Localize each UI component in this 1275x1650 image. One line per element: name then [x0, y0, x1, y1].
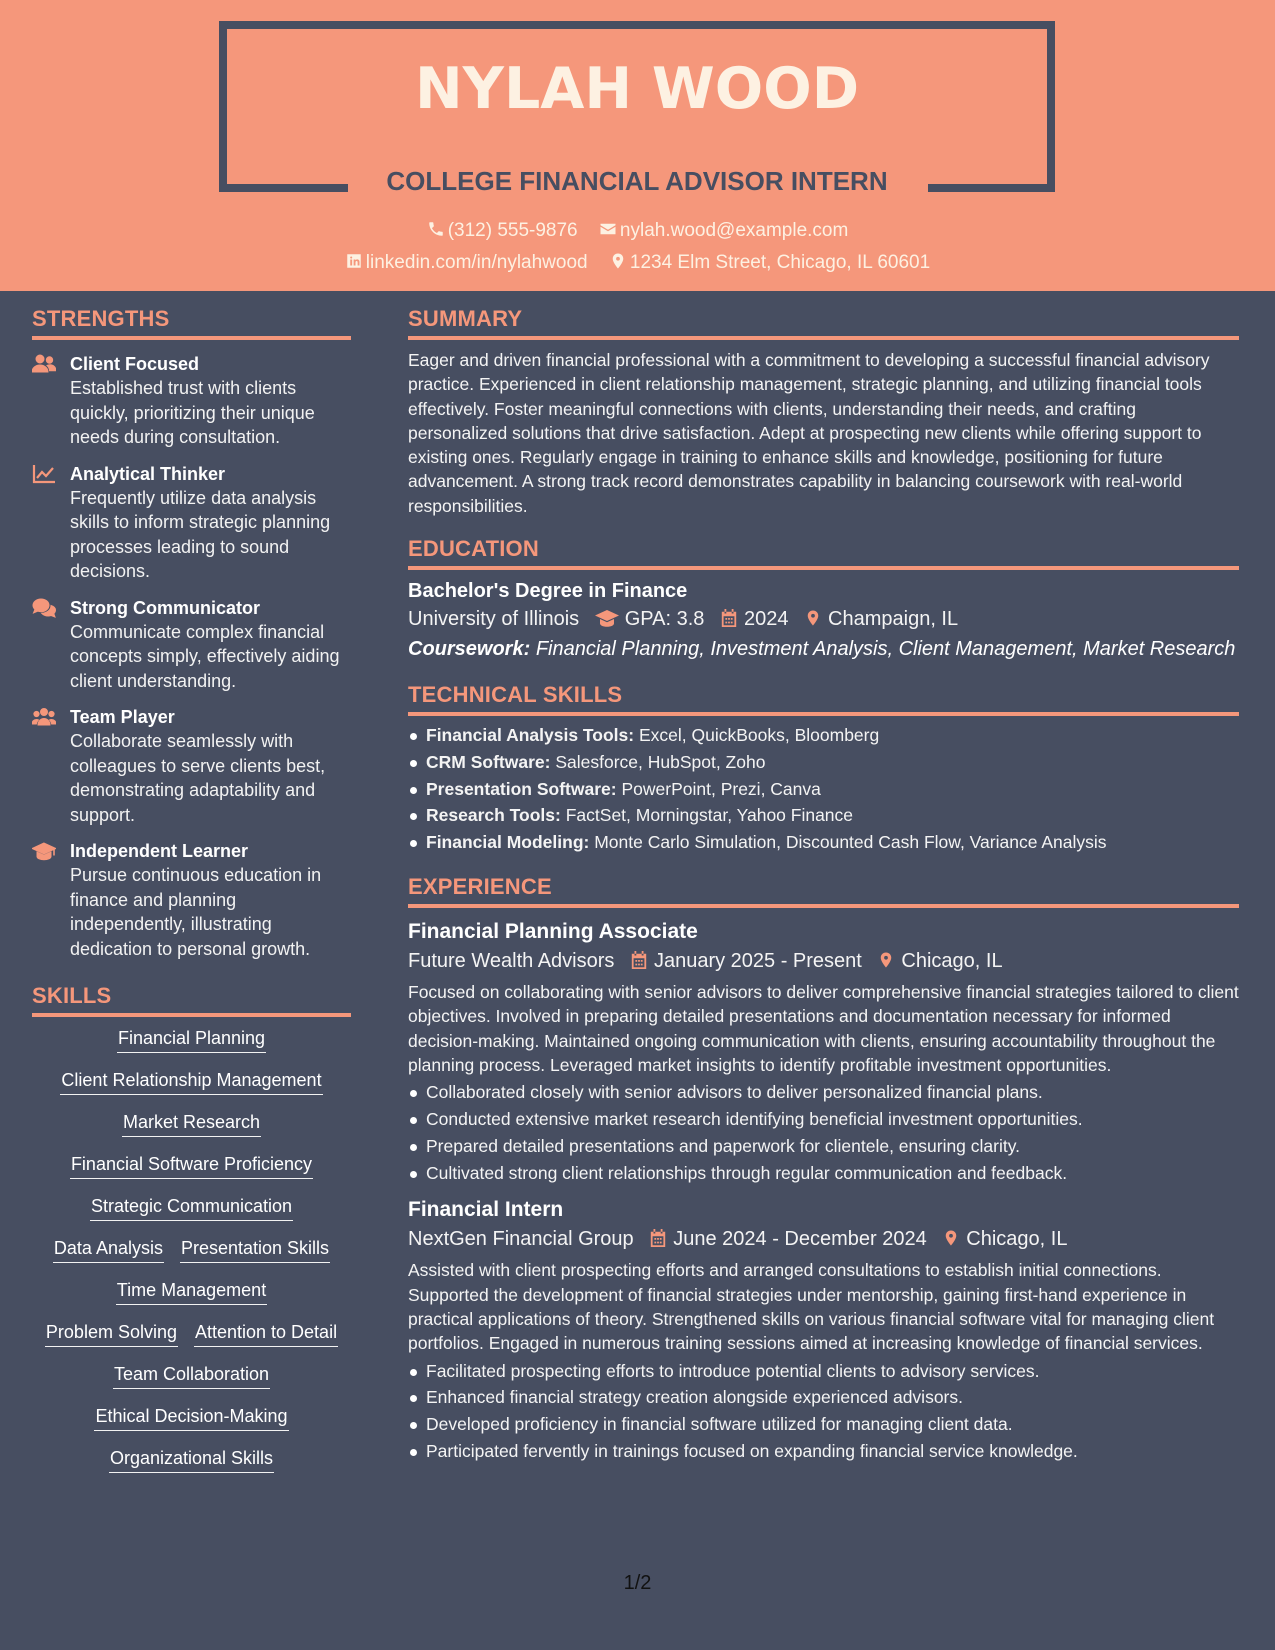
- dates-item: [630, 946, 862, 976]
- strength-desc: Established trust with clients quickly, prioritizing their unique needs during consultation.: [70, 378, 315, 447]
- contact-row-2: [0, 252, 1275, 274]
- email-item[interactable]: [599, 220, 848, 242]
- job-bullets: [408, 1079, 1239, 1186]
- skill-chip: Organizational Skills: [109, 1447, 274, 1473]
- location-text: Chicago, IL: [901, 950, 1003, 973]
- strength-item: [32, 596, 351, 694]
- tech-value: Monte Carlo Simulation, Discounted Cash Flow, Variance Analysis: [594, 832, 1107, 853]
- tech-value: Salesforce, HubSpot, Zoho: [555, 751, 766, 772]
- chart-line-icon: [32, 464, 56, 484]
- map-marker-icon: [804, 608, 828, 630]
- summary-title: SUMMARY: [408, 306, 1239, 340]
- skill-chip: Data Analysis: [53, 1237, 164, 1263]
- strength-desc: Collaborate seamlessly with colleagues to serve clients best, demonstrating adaptability and support.: [70, 731, 326, 825]
- address-text: 1234 Elm Street, Chicago, IL 60601: [629, 252, 931, 273]
- coursework-label: Coursework:: [408, 638, 531, 661]
- users-icon: [32, 354, 56, 374]
- skill-chip: Presentation Skills: [180, 1237, 330, 1263]
- skills-list: [32, 1017, 351, 1473]
- skill-chip: Ethical Decision-Making: [94, 1405, 288, 1431]
- year-text: 2024: [743, 608, 789, 631]
- job-bullets: [408, 1358, 1239, 1465]
- tech-label: Financial Modeling:: [426, 832, 590, 853]
- skill-chip: Time Management: [116, 1279, 267, 1305]
- header: [0, 0, 1275, 291]
- summary-text: Eager and driven financial professional with a commitment to developing a successful financial advisory practice. Experienced in client relationship management, strategic planning, and utilizing financial tools effectively. Foster meaningful connections with clients, understanding their needs, and crafting personalized solutions that drive satisfaction. Adept at prospecting new clients while offering support to existing ones. Regularly engage in training to enhance skills and knowledge, positioning for future advancement. A strong track record demonstrates capability in balancing coursework with real-world responsibilities.: [408, 350, 1210, 516]
- skill-chip: Financial Software Proficiency: [70, 1153, 313, 1179]
- strength-desc: Pursue continuous education in finance and planning independently, illustrating dedication to personal growth.: [70, 865, 322, 959]
- strength-title: Client Focused: [70, 354, 200, 374]
- tech-value: FactSet, Morningstar, Yahoo Finance: [565, 805, 854, 826]
- education-meta: [408, 604, 1239, 634]
- job-role: COLLEGE FINANCIAL ADVISOR INTERN: [386, 166, 888, 196]
- skill-chip: Market Research: [122, 1111, 261, 1137]
- phone-item[interactable]: [427, 220, 578, 242]
- tech-label: Research Tools:: [426, 805, 561, 826]
- gpa-item: [595, 604, 705, 634]
- dates-item: [649, 1224, 927, 1254]
- candidate-name: NYLAH WOOD: [414, 56, 860, 122]
- tech-value: Excel, QuickBooks, Bloomberg: [638, 725, 880, 746]
- map-marker-icon: [942, 1228, 966, 1250]
- list-item: Cultivated strong client relationships through regular communication and feedback.: [408, 1160, 1239, 1187]
- skill-chip: Client Relationship Management: [60, 1069, 322, 1095]
- dates-text: January 2025 - Present: [653, 950, 862, 973]
- company-name: NextGen Financial Group: [408, 1228, 634, 1251]
- strength-item: [32, 462, 351, 584]
- job-summary: Assisted with client prospecting efforts and arranged consultations to establish initial connections. Supported the development of financial strategies under mentorship, gaining first-hand experience in practical applications of theory. Strengthened skills on various financial software vital for managing client portfolios. Engaged in numerous training sessions aimed at increasing knowledge of financial services.: [408, 1260, 1215, 1354]
- list-item: [408, 829, 1239, 856]
- skills-title: SKILLS: [32, 983, 351, 1017]
- tech-label: Financial Analysis Tools:: [426, 725, 635, 746]
- map-marker-icon: [877, 950, 901, 972]
- map-marker-icon: [609, 252, 630, 273]
- location-item: [804, 604, 958, 634]
- strength-item: [32, 839, 351, 961]
- strength-title: Independent Learner: [70, 841, 249, 861]
- dates-text: June 2024 - December 2024: [673, 1228, 927, 1251]
- calendar-icon: [630, 950, 654, 972]
- graduation-cap-icon: [595, 608, 625, 630]
- coursework: [408, 634, 1239, 664]
- list-item: Collaborated closely with senior advisors to deliver personalized financial plans.: [408, 1079, 1239, 1106]
- strength-title: Strong Communicator: [70, 597, 261, 618]
- list-item: Enhanced financial strategy creation alongside experienced advisors.: [408, 1384, 1239, 1411]
- experience-title: EXPERIENCE: [408, 874, 1239, 908]
- job-summary: Focused on collaborating with senior advisors to deliver comprehensive financial strategies tailored to client objectives. Involved in preparing detailed presentations and documentation necessary for informed decision-making. Maintained ongoing communication with clients, ensuring accountability throughout the planning process. Leveraged market insights to identify profitable investment opportunities.: [408, 982, 1239, 1075]
- skill-chip: Team Collaboration: [113, 1363, 270, 1389]
- technical-skills-title: TECHNICAL SKILLS: [408, 682, 1239, 716]
- job-meta: [408, 946, 1239, 976]
- location-text: Chicago, IL: [966, 1228, 1068, 1251]
- tech-label: Presentation Software:: [426, 778, 617, 799]
- list-item: [408, 749, 1239, 776]
- education-title: EDUCATION: [408, 536, 1239, 570]
- job-entry: [408, 1196, 1239, 1464]
- comments-icon: [32, 598, 56, 618]
- coursework-text: Financial Planning, Investment Analysis, Client Management, Market Research: [535, 638, 1236, 661]
- calendar-icon: [649, 1228, 673, 1250]
- graduation-cap-icon: [32, 841, 56, 861]
- list-item: Participated fervently in trainings focused on expanding financial service knowledge.: [408, 1438, 1239, 1465]
- gpa-text: GPA: 3.8: [624, 608, 705, 631]
- right-column: [408, 306, 1239, 1465]
- strength-title: Analytical Thinker: [70, 463, 226, 484]
- group-icon: [32, 707, 56, 727]
- strength-desc: Communicate complex financial concepts simply, effectively aiding client understanding.: [70, 621, 340, 691]
- strengths-title: STRENGTHS: [32, 306, 351, 340]
- technical-skills-list: [408, 722, 1239, 856]
- list-item: Conducted extensive market research identifying beneficial investment opportunities.: [408, 1106, 1239, 1133]
- strength-title: Team Player: [70, 707, 175, 727]
- job-title: Financial Intern: [408, 1198, 564, 1222]
- job-entry: [408, 918, 1239, 1186]
- email-text: nylah.wood@example.com: [619, 220, 849, 241]
- location-item: [877, 946, 1002, 976]
- skill-chip: Strategic Communication: [90, 1195, 293, 1221]
- tech-label: CRM Software:: [426, 751, 551, 772]
- strength-desc: Frequently utilize data analysis skills to inform strategic planning processes leading to sound decisions.: [70, 487, 331, 581]
- degree-title: Bachelor's Degree in Finance: [408, 580, 688, 603]
- envelope-icon: [599, 220, 620, 241]
- skill-chip: Problem Solving: [45, 1321, 178, 1347]
- linkedin-text: linkedin.com/in/nylahwood: [365, 252, 588, 273]
- school-name: University of Illinois: [408, 608, 580, 631]
- list-item: [408, 776, 1239, 803]
- job-meta: [408, 1224, 1239, 1254]
- year-item: [720, 604, 789, 634]
- calendar-icon: [720, 608, 744, 630]
- location-text: Champaign, IL: [828, 608, 959, 631]
- company-name: Future Wealth Advisors: [408, 950, 615, 973]
- left-column: [32, 306, 351, 1489]
- location-item: [942, 1224, 1067, 1254]
- list-item: [408, 722, 1239, 749]
- phone-text: (312) 555-9876: [447, 220, 578, 241]
- contact-row-1: [0, 220, 1275, 242]
- linkedin-item[interactable]: [345, 252, 588, 274]
- list-item: Prepared detailed presentations and paperwork for clientele, ensuring clarity.: [408, 1133, 1239, 1160]
- tech-value: PowerPoint, Prezi, Canva: [621, 778, 821, 799]
- address-item: [609, 252, 930, 274]
- strength-item: [32, 352, 351, 450]
- linkedin-icon: [345, 252, 366, 273]
- list-item: [408, 802, 1239, 829]
- skill-chip: Financial Planning: [117, 1027, 266, 1053]
- phone-icon: [427, 220, 448, 241]
- page-number: 1/2: [623, 1572, 652, 1594]
- list-item: Facilitated prospecting efforts to introduce potential clients to advisory services.: [408, 1358, 1239, 1385]
- strength-item: [32, 705, 351, 827]
- list-item: Developed proficiency in financial software utilized for managing client data.: [408, 1411, 1239, 1438]
- skill-chip: Attention to Detail: [194, 1321, 338, 1347]
- job-title: Financial Planning Associate: [408, 920, 698, 944]
